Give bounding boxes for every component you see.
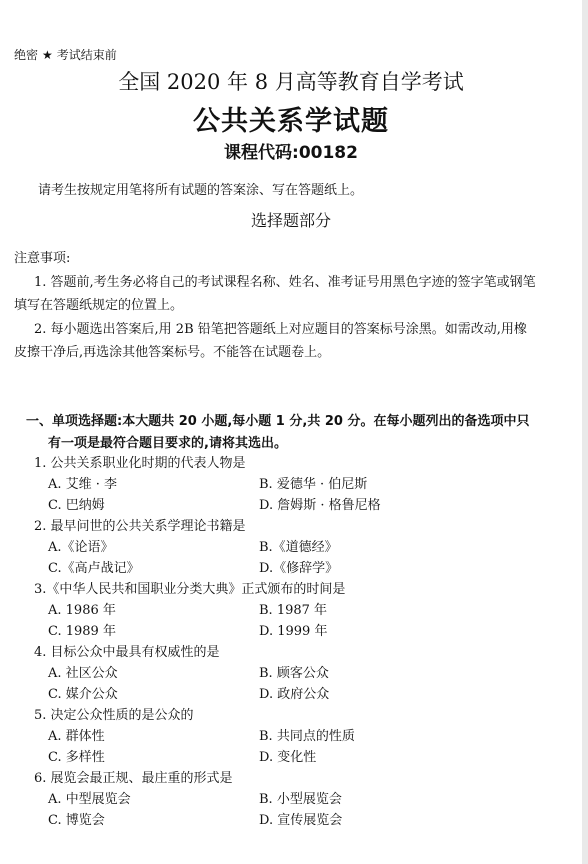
secret-label: 绝密 [14,48,39,62]
question-3-option-b: B. 1987 年 [259,603,328,618]
question-3-stem: 3.《中华人民共和国职业分类大典》正式颁布的时间是 [34,582,346,597]
question-1-stem: 1. 公共关系职业化时期的代表人物是 [34,456,246,471]
question-1-option-d: D. 詹姆斯 · 格鲁尼格 [259,498,381,513]
question-4-stem: 4. 目标公众中最具有权威性的是 [34,645,220,660]
question-6-option-b: B. 小型展览会 [259,792,342,807]
question-2-option-b: B.《道德经》 [259,540,338,555]
question-3-option-c: C. 1989 年 [48,624,116,639]
page-edge-shadow [582,0,588,864]
section-heading: 选择题部分 [250,211,331,230]
question-6-stem: 6. 展览会最正规、最庄重的形式是 [34,771,233,786]
question-5-option-c: C. 多样性 [48,750,105,765]
question-1-option-c: C. 巴纳姆 [48,498,105,513]
question-6-option-d: D. 宣传展览会 [259,813,343,828]
question-6-option-a: A. 中型展览会 [48,792,131,807]
question-5-option-d: D. 变化性 [259,750,317,765]
question-4-option-a: A. 社区公众 [48,666,118,681]
question-5-option-b: B. 共同点的性质 [259,729,355,744]
question-3-option-d: D. 1999 年 [259,624,328,639]
note-1-line-1: 1. 答题前,考生务必将自己的考试课程名称、姓名、准考证号用黑色字迹的签字笔或钢笔 [34,275,536,290]
secret-note: 考试结束前 [56,48,117,62]
question-1-option-b: B. 爱德华 · 伯尼斯 [259,477,368,492]
question-3-option-a: A. 1986 年 [48,603,116,618]
notes-title: 注意事项: [14,251,71,266]
star-icon: ★ [42,48,53,62]
answer-instruction: 请考生按规定用笔将所有试题的答案涂、写在答题纸上。 [38,183,364,198]
course-code: 课程代码:00182 [224,143,358,163]
confidential-mark [14,46,117,63]
question-4-option-d: D. 政府公众 [259,687,330,702]
question-2-option-a: A.《论语》 [48,540,114,555]
question-4-option-c: C. 媒介公众 [48,687,118,702]
part-one-heading-line-2: 有一项是最符合题目要求的,请将其选出。 [48,436,287,451]
note-1-line-2: 填写在答题纸规定的位置上。 [14,298,184,313]
question-4-option-b: B. 顾客公众 [259,666,329,681]
question-5-option-a: A. 群体性 [48,729,105,744]
note-2-line-1: 2. 每小题选出答案后,用 2B 铅笔把答题纸上对应题目的答案标号涂黑。如需改动,用橡 [34,322,527,337]
note-2-line-2: 皮擦干净后,再选涂其他答案标号。不能答在试题卷上。 [14,345,331,360]
question-2-option-d: D.《修辞学》 [259,561,339,576]
part-one-heading-line-1: 一、单项选择题:本大题共 20 小题,每小题 1 分,共 20 分。在每小题列出的备选项中只 [26,414,530,429]
question-1-option-a: A. 艾维 · 李 [48,477,118,492]
exam-title: 全国 2020 年 8 月高等教育自学考试 [118,70,464,94]
question-2-option-c: C.《高卢战记》 [48,561,140,576]
question-2-stem: 2. 最早问世的公共关系学理论书籍是 [34,519,246,534]
question-5-stem: 5. 决定公众性质的是公众的 [34,708,194,723]
subject-title: 公共关系学试题 [193,106,389,137]
question-6-option-c: C. 博览会 [48,813,105,828]
